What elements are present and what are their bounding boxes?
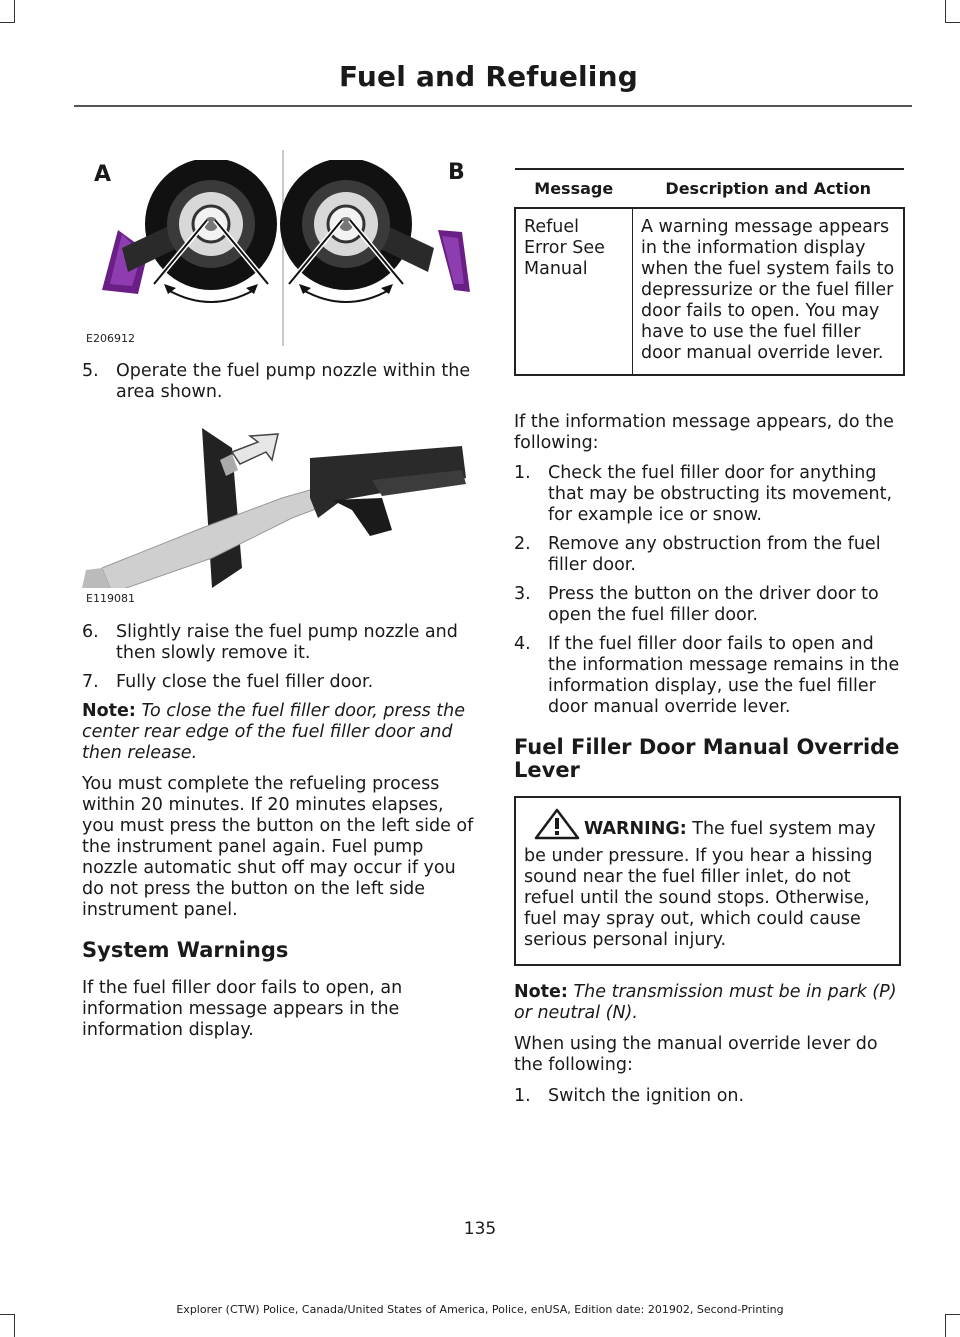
- table-cell-description: A warning message appears in the information display when the fuel system fails to depressurize or the fuel filler door fails to open. You may have to use the fuel filler door manual override lever.: [633, 208, 905, 375]
- step-number: 2.: [514, 534, 531, 554]
- figure-fuel-nozzle: [82, 418, 472, 610]
- figure-code: E119081: [86, 592, 135, 605]
- right-step-2: [514, 534, 906, 576]
- page-number: 135: [463, 1219, 497, 1239]
- section-heading-manual-override: Fuel Filler Door Manual Override Lever: [514, 735, 900, 782]
- step-number: 4.: [514, 634, 531, 654]
- step-number: 7.: [82, 672, 99, 692]
- page-title: Fuel and Refueling: [338, 60, 638, 93]
- note-close-door: [82, 701, 474, 764]
- section-heading-system-warnings: System Warnings: [82, 938, 289, 962]
- note-text: To close the fuel filler door, press the center rear edge of the fuel filler door and then release.: [82, 701, 466, 763]
- step-text: Fully close the fuel filler door.: [116, 672, 374, 692]
- warning-title: WARNING:: [584, 819, 687, 839]
- footer-text: Explorer (CTW) Police, Canada/United States of America, Police, enUSA, Edition date: 201902, Second-Printing: [176, 1303, 784, 1316]
- paragraph-system-warnings: If the fuel filler door fails to open, an information message appears in the information display.: [82, 978, 403, 1040]
- crop-mark: [14, 1315, 15, 1337]
- paragraph-manual-override: When using the manual override lever do the following:: [514, 1034, 878, 1075]
- table-header-description: Description and Action: [633, 169, 905, 208]
- override-step-1: [514, 1086, 906, 1107]
- step-text: Press the button on the driver door to open the fuel filler door.: [548, 584, 879, 625]
- note-transmission: [514, 982, 906, 1024]
- step-number: 5.: [82, 361, 99, 381]
- step-text: Slightly raise the fuel pump nozzle and then slowly remove it.: [116, 622, 458, 663]
- warning-icon: [534, 808, 580, 846]
- note-text: The transmission must be in park (P) or neutral (N).: [514, 982, 897, 1023]
- right-step-1: [514, 463, 906, 526]
- crop-mark: [945, 0, 946, 22]
- right-step-4: [514, 634, 906, 718]
- note-label: Note:: [514, 982, 568, 1002]
- crop-mark: [14, 0, 15, 22]
- figure-label-b: B: [448, 160, 465, 185]
- table-header-row: [515, 169, 904, 208]
- warning-text: The fuel system may be under pressure. If you hear a hissing sound near the fuel filler inlet, do not refuel until the sound stops. Otherwise, fuel may spray out, which could cause serious personal injury.: [524, 819, 876, 950]
- crop-mark: [945, 1315, 946, 1337]
- step-text: Check the fuel filler door for anything that may be obstructing its movement, for example ice or snow.: [548, 463, 893, 525]
- table-row: [515, 208, 904, 375]
- fuel-nozzle-illustration: [82, 418, 472, 588]
- step-number: 6.: [82, 622, 99, 642]
- table-header-message: Message: [515, 169, 633, 208]
- step-text: Remove any obstruction from the fuel filler door.: [548, 534, 881, 575]
- paragraph-intro: If the information message appears, do the following:: [514, 412, 894, 453]
- warning-box: [514, 796, 901, 966]
- figure-label-a: A: [94, 162, 112, 187]
- header-rule: [74, 105, 912, 107]
- step-number: 1.: [514, 1086, 531, 1106]
- fuel-inlet-illustration: [82, 160, 472, 340]
- step-text: If the fuel filler door fails to open and the information message remains in the information display, use the fuel filler door manual override lever.: [548, 634, 900, 717]
- crop-mark: [945, 22, 960, 23]
- step-5: [82, 361, 472, 403]
- step-7: [82, 672, 474, 693]
- step-6: [82, 622, 474, 664]
- step-number: 1.: [514, 463, 531, 483]
- right-step-3: [514, 584, 906, 626]
- paragraph-refuel-time: You must complete the refueling process within 20 minutes. If 20 minutes elapses, you must press the button on the left side of the instrument panel again. Fuel pump nozzle automatic shut off may occur if you do not press the button on the left side instrument panel.: [82, 774, 474, 920]
- step-text: Operate the fuel pump nozzle within the area shown.: [116, 361, 471, 402]
- figure-code: E206912: [86, 332, 135, 345]
- figure-fuel-inlet: [82, 150, 472, 350]
- crop-mark: [0, 22, 15, 23]
- table-cell-message: Refuel Error See Manual: [515, 208, 633, 375]
- step-text: Switch the ignition on.: [548, 1086, 745, 1106]
- note-label: Note:: [82, 701, 136, 721]
- message-table: [514, 168, 905, 376]
- step-number: 3.: [514, 584, 531, 604]
